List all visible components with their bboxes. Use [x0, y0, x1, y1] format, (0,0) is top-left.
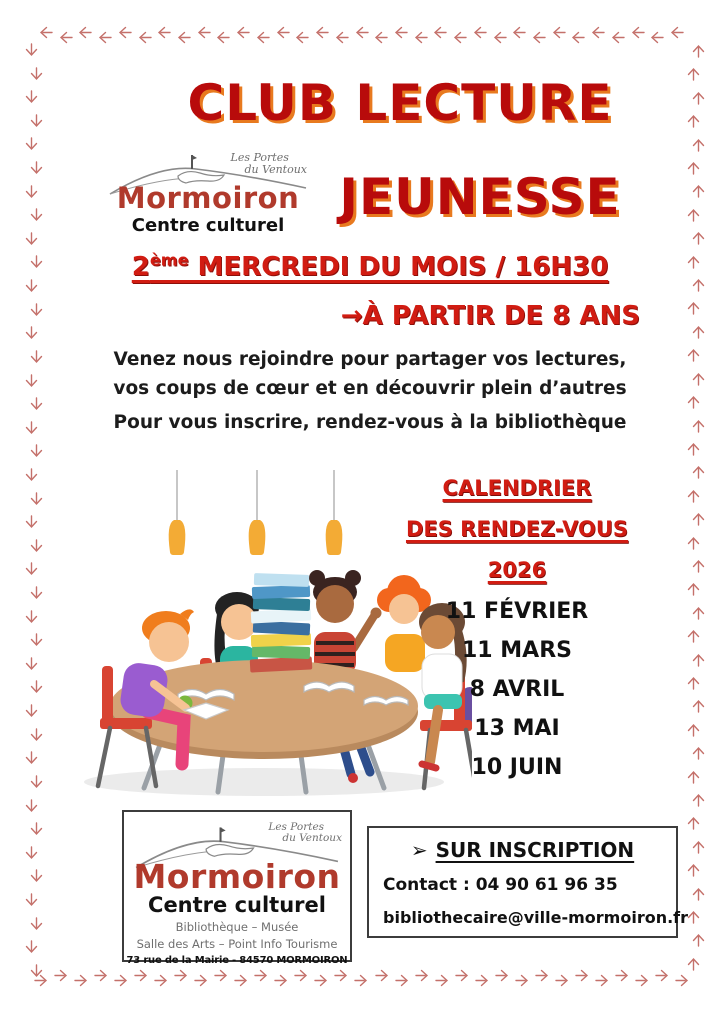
logo-subtitle: Centre culturel — [148, 893, 326, 917]
border-stitch-bottom — [34, 974, 690, 987]
calendar-heading-year: 2026 — [487, 558, 547, 582]
schedule-text: MERCREDI DU MOIS / 16H30 — [188, 251, 609, 282]
intro-line2: vos coups de cœur et en découvrir plein d’autres — [113, 378, 627, 399]
calendar-date: 8 AVRIL — [469, 677, 565, 702]
calendar-date: 11 FÉVRIER — [445, 599, 589, 624]
logo-top — [103, 148, 313, 243]
registration-heading — [383, 838, 662, 862]
calendar-date: 13 MAI — [474, 716, 560, 741]
logo-subtitle: Centre culturel — [131, 215, 285, 236]
intro-line3: Pour vous inscrire, rendez-vous à la bibliothèque — [113, 412, 627, 433]
logo-box-bottom — [122, 810, 352, 967]
logo-name: Mormoiron — [133, 857, 341, 896]
schedule-line — [90, 250, 650, 282]
age-requirement-line: →À PARTIR DE 8 ANS — [340, 301, 640, 331]
pendant-lamps-icon — [169, 470, 343, 555]
logo-tagline-line1: Les Portes — [230, 151, 289, 164]
poster-title-line2: JEUNESSE — [339, 168, 621, 226]
intro-line1: Venez nous rejoindre pour partager vos lectures, — [113, 349, 627, 370]
logo-name: Mormoiron — [116, 181, 300, 215]
arrowhead-bullet-icon: ➢ — [410, 838, 428, 862]
contact-phone: Contact : 04 90 61 96 35 — [383, 875, 618, 895]
calendar-heading-line1: CALENDRIER — [442, 476, 592, 500]
logo-details-line2: Salle des Arts – Point Info Tourisme — [136, 936, 338, 951]
calendar-section — [398, 476, 636, 794]
logo-address: 73 rue de la Mairie - 84570 MORMOIRON — [126, 955, 348, 967]
logo-tagline — [268, 822, 342, 844]
schedule-ordinal: ème — [149, 250, 189, 269]
logo-details — [124, 919, 350, 952]
logo-details-line1: Bibliothèque – Musée — [175, 920, 299, 934]
book-stack — [250, 573, 313, 673]
border-stitch-left — [24, 44, 39, 978]
poster-title-line1: CLUB LECTURE — [187, 74, 613, 132]
registration-heading-text: SUR INSCRIPTION — [435, 838, 635, 862]
logo-tagline-line2: du Ventoux — [244, 162, 307, 176]
calendar-date: 11 MARS — [462, 638, 572, 663]
schedule-number: 2 — [131, 251, 150, 282]
calendar-date: 10 JUIN — [471, 755, 563, 780]
calendar-heading-line2: DES RENDEZ-VOUS — [405, 517, 629, 541]
contact-email: bibliothecaire@ville-mormoiron.fr — [383, 908, 689, 927]
registration-box — [367, 826, 689, 938]
logo-tagline — [231, 152, 307, 175]
border-stitch-top — [38, 26, 684, 39]
logo-tagline-line2: du Ventoux — [282, 832, 342, 845]
border-stitch-right — [691, 44, 706, 970]
logo-tagline-line1: Les Portes — [268, 821, 325, 833]
